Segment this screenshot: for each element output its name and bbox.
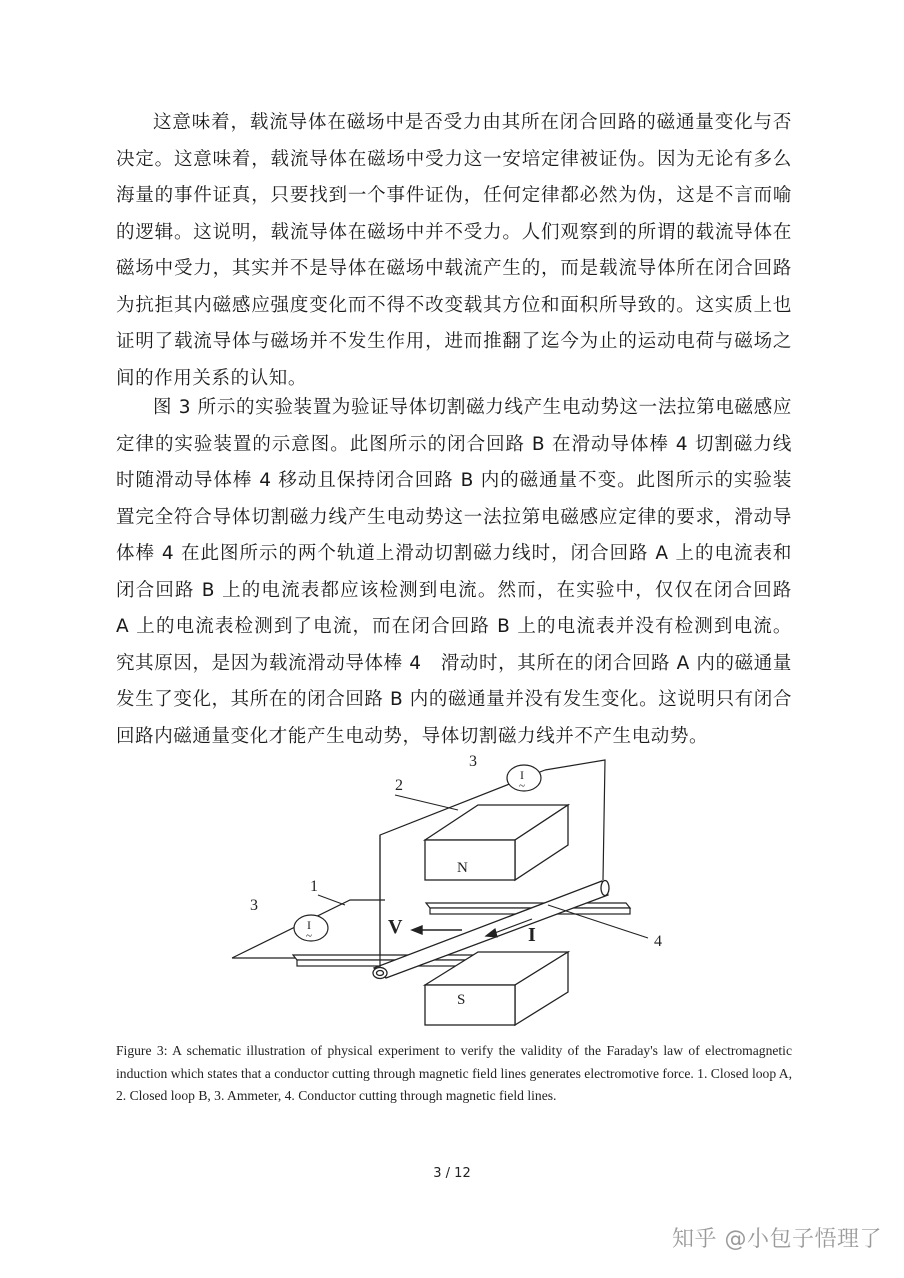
label-ammeter-left: 3 xyxy=(250,897,258,914)
figure-caption: Figure 3: A schematic illustration of physical experiment to verify the validity of the Faraday's law of electromagnetic induction which states that a conductor cutting through magnetic field lines generates electromotive force. 1. Closed loop A, 2. Closed loop B, 3. Ammeter, 4. Conductor cutting through magnetic field lines. xyxy=(116,1043,792,1103)
label-north: N xyxy=(457,860,468,876)
label-south: S xyxy=(457,992,466,1008)
north-magnet xyxy=(425,805,568,880)
page-number: 3 / 12 xyxy=(433,1166,471,1181)
ammeter-left-ac: ~ xyxy=(306,930,312,942)
ammeter-top-symbol: I xyxy=(520,768,524,782)
body-paragraph-2: 图 3 所示的实验装置为验证导体切割磁力线产生电动势这一法拉第电磁感应定律的实验装置的示意图。此图所示的闭合回路 B 在滑动导体棒 4 切割磁力线时随滑动导体棒 4 移动且保持闭合回路 B 内的磁通量不变。此图所示的实验装置完全符合导体切割磁力线产生电动势这一法拉第电磁感应定律的要求，滑动导体棒 4 在此图所示的两个轨道上滑动切割磁力线时，闭合回路 A 上的电流表和闭合回路 B 上的电流表都应该检测到电流。然而，在实验中，仅仅在闭合回路 A 上的电流表检测到了电流，而在闭合回路 B 上的电流表并没有检测到电流。究其原因，是因为载流滑动导体棒 4 滑动时，其所在的闭合回路 A 内的磁通量发生了变化，其所在的闭合回路 B 内的磁通量并没有发生变化。这说明只有闭合回路内磁通量变化才能产生电动势，导体切割磁力线并不产生电动势。 xyxy=(116,397,792,747)
label-conductor: 4 xyxy=(654,933,662,950)
label-ammeter-top: 3 xyxy=(469,753,477,770)
label-loop-b: 2 xyxy=(395,777,403,794)
ammeter-top-ac: ~ xyxy=(519,780,525,792)
watermark-text: 知乎 @小包子悟理了 xyxy=(672,1227,882,1252)
velocity-arrow xyxy=(412,926,462,934)
body-paragraph-1: 这意味着，载流导体在磁场中是否受力由其所在闭合回路的磁通量变化与否决定。这意味着，载流导体在磁场中受力这一安培定律被证伪。因为无论有多么海量的事件证真，只要找到一个事件证伪，任何定律都必然为伪，这是不言而喻的逻辑。这说明，载流导体在磁场中并不受力。人们观察到的所谓的载流导体在磁场中受力，其实并不是导体在磁场中载流产生的，而是载流导体所在闭合回路为抗拒其内磁感应强度变化而不得不改变载其方位和面积所导致的。这实质上也证明了载流导体与磁场并不发生作用，进而推翻了迄今为止的运动电荷与磁场之间的作用关系的认知。 xyxy=(116,112,792,389)
label-velocity: V xyxy=(388,916,403,938)
label-current: I xyxy=(528,924,536,946)
experiment-figure xyxy=(225,745,685,1035)
label-loop-a: 1 xyxy=(310,878,318,895)
ammeter-left-symbol: I xyxy=(307,918,311,932)
